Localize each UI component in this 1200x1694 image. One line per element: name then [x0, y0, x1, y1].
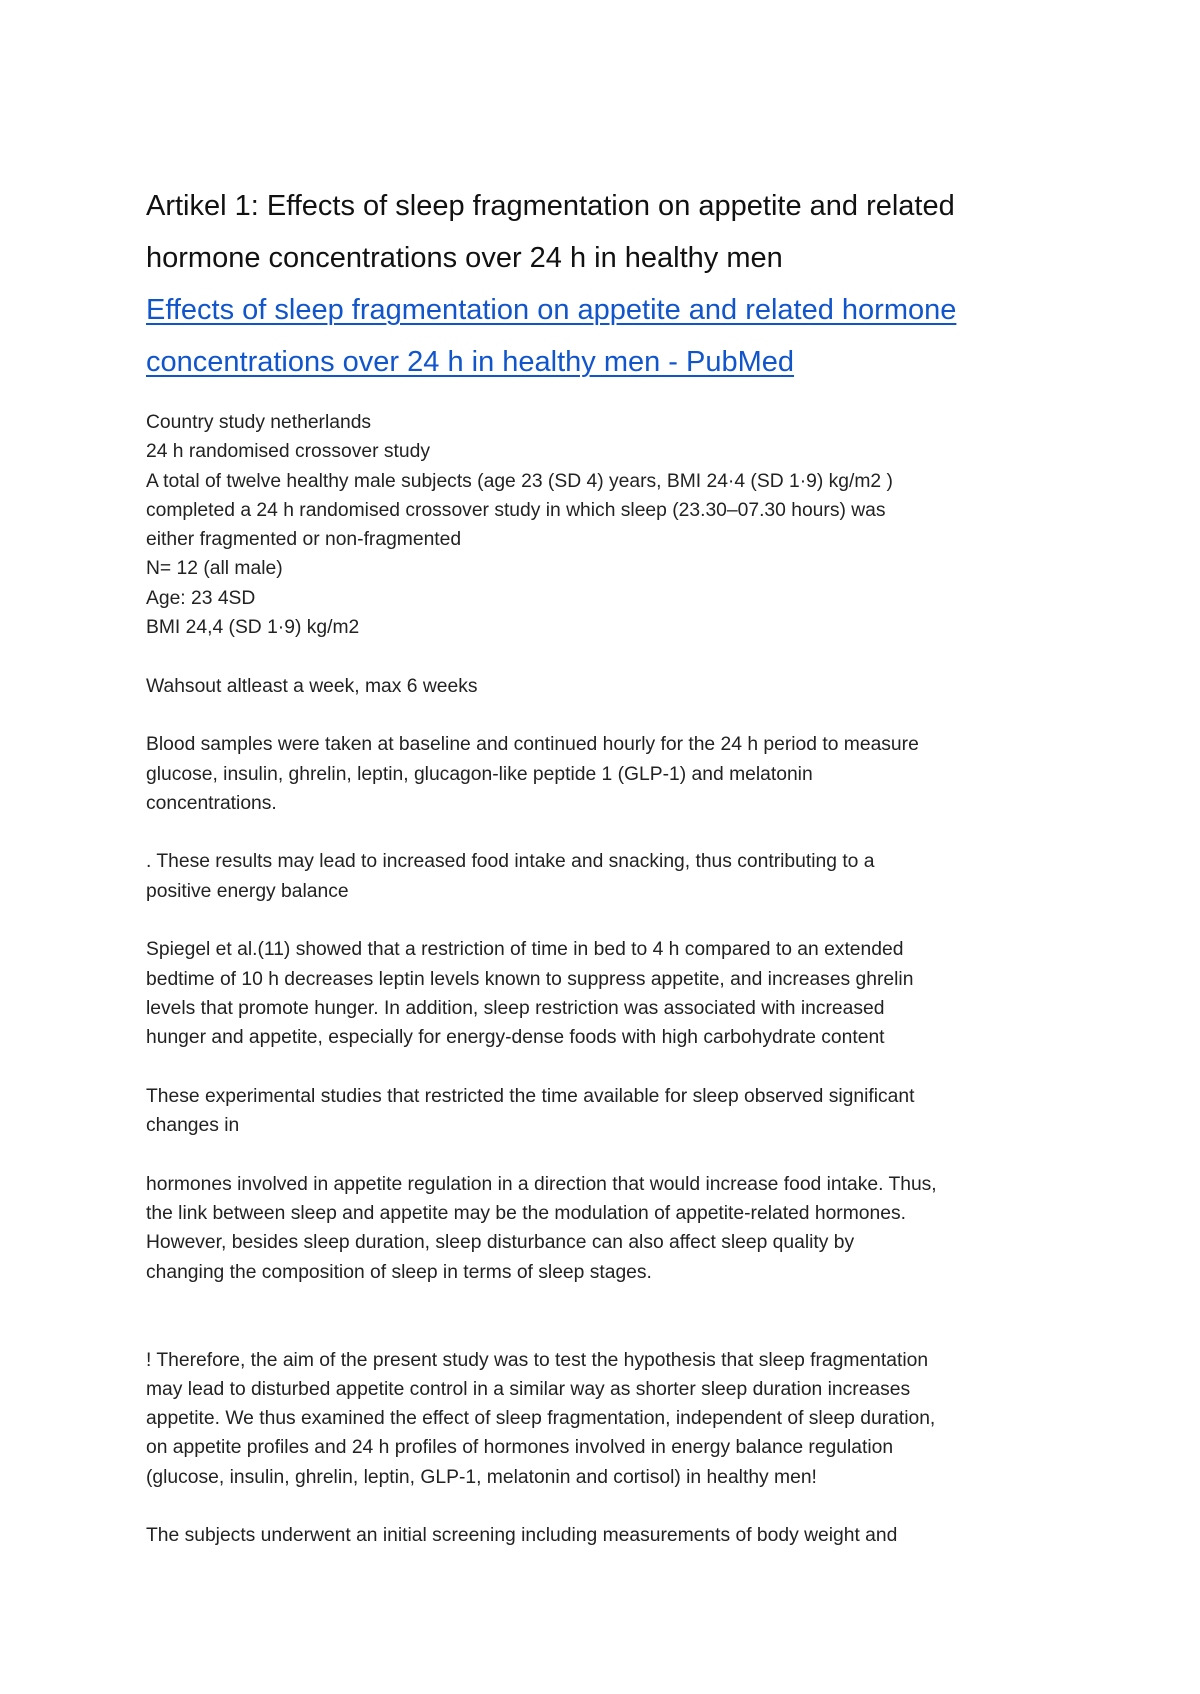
title-line: Artikel 1: Effects of sleep fragmentation on appetite and related: [146, 190, 955, 222]
text-line: However, besides sleep duration, sleep disturbance can also affect sleep quality by: [146, 1232, 855, 1254]
text-line: hormones involved in appetite regulation in a direction that would increase food intake. Thus,: [146, 1173, 937, 1195]
text-line: positive energy balance: [146, 880, 349, 902]
hormones-paragraph: [146, 1170, 1086, 1287]
text-line: BMI 24,4 (SD 1·9) kg/m2: [146, 617, 360, 639]
screening-paragraph: [146, 1521, 1086, 1550]
text-line: (glucose, insulin, ghrelin, leptin, GLP-1, melatonin and cortisol) in healthy men!: [146, 1466, 817, 1488]
text-line: . These results may lead to increased food intake and snacking, thus contributing to a: [146, 851, 875, 873]
text-line: Spiegel et al.(11) showed that a restriction of time in bed to 4 h compared to an extended: [146, 939, 904, 961]
text-line: on appetite profiles and 24 h profiles of hormones involved in energy balance regulation: [146, 1437, 894, 1459]
text-line: the link between sleep and appetite may be the modulation of appetite-related hormones.: [146, 1203, 906, 1225]
text-line: hunger and appetite, especially for energy-dense foods with high carbohydrate content: [146, 1027, 885, 1049]
text-line: A total of twelve healthy male subjects (age 23 (SD 4) years, BMI 24·4 (SD 1·9) kg/m2 ): [146, 470, 893, 492]
text-line: glucose, insulin, ghrelin, leptin, glucagon-like peptide 1 (GLP-1) and melatonin: [146, 763, 813, 785]
text-line: changing the composition of sleep in terms of sleep stages.: [146, 1261, 652, 1283]
experimental-paragraph: [146, 1082, 1086, 1141]
text-line: Country study netherlands: [146, 412, 372, 433]
text-line: appetite. We thus examined the effect of sleep fragmentation, independent of sleep duration,: [146, 1408, 936, 1430]
text-line: may lead to disturbed appetite control in a similar way as shorter sleep duration increases: [146, 1378, 911, 1400]
blood-samples-paragraph: [146, 730, 1086, 818]
text-line: levels that promote hunger. In addition, sleep restriction was associated with increased: [146, 997, 885, 1019]
pubmed-link[interactable]: [146, 284, 1086, 388]
text-line: The subjects underwent an initial screening including measurements of body weight and: [146, 1525, 898, 1547]
title-line: hormone concentrations over 24 h in healthy men: [146, 242, 783, 274]
spiegel-paragraph: [146, 935, 1086, 1052]
text-line: bedtime of 10 h decreases leptin levels known to suppress appetite, and increases ghrelin: [146, 968, 914, 990]
text-line: changes in: [146, 1115, 240, 1137]
results-paragraph: [146, 847, 1086, 906]
link-line[interactable]: concentrations over 24 h in healthy men - PubMed: [146, 346, 795, 378]
text-line: concentrations.: [146, 792, 277, 814]
text-line: ! Therefore, the aim of the present study was to test the hypothesis that sleep fragmentation: [146, 1349, 929, 1371]
text-line: Blood samples were taken at baseline and continued hourly for the 24 h period to measure: [146, 734, 919, 756]
document-body: [146, 408, 1086, 1551]
text-line: 24 h randomised crossover study: [146, 441, 431, 463]
document-page: [146, 180, 1086, 1551]
text-line: Age: 23 4SD: [146, 587, 256, 609]
aim-paragraph: [146, 1346, 1086, 1492]
text-line: Wahsout altleast a week, max 6 weeks: [146, 675, 478, 697]
text-line: either fragmented or non-fragmented: [146, 529, 462, 551]
study-info-paragraph: [146, 408, 1086, 642]
text-line: completed a 24 h randomised crossover study in which sleep (23.30–07.30 hours) was: [146, 499, 886, 521]
text-line: N= 12 (all male): [146, 558, 283, 580]
link-line[interactable]: Effects of sleep fragmentation on appetite and related hormone: [146, 294, 957, 326]
washout-paragraph: [146, 672, 1086, 701]
text-line: These experimental studies that restricted the time available for sleep observed significant: [146, 1085, 915, 1107]
article-title: [146, 180, 1086, 284]
